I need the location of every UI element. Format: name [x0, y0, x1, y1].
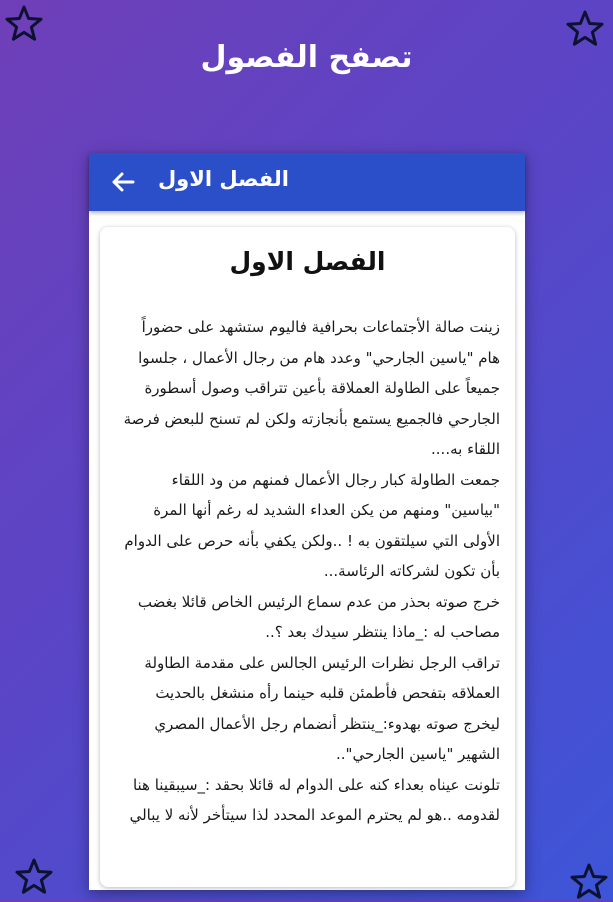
app-bar-title: الفصل الاول [157, 167, 289, 191]
arrow-left-icon [107, 166, 139, 198]
star-outline-icon [14, 857, 54, 897]
star-outline-icon [569, 862, 609, 902]
chapter-paragraph: جمعت الطاولة كبار رجال الأعمال فمنهم من ود اللقاء "بياسين" ومنهم من يكن العداء الشديد له رغم أنها المرة الأولى التي سيلتقون به ! ..ولكن يكفي بأنه حرص على الدوام بأن تكون لشركاته الرئاسة... [124, 470, 500, 580]
chapter-paragraph: خرج صوته بحذر من عدم سماع الرئيس الخاص قائلا بغضب مصاحب له :_ماذا ينتظر سيدك بعد ؟.. [137, 592, 500, 641]
chapter-paragraph: تلونت عيناه بعداء كنه على الدوام له قائلا بحقد :_سيبقينا هنا لقدومه ..هو لم يحترم الموعد المحدد لذا سيتأخر لأنه لا يبالي [129, 775, 500, 824]
back-button[interactable] [107, 166, 139, 198]
chapter-paragraph: زينت صالة الأجتماعات بحرافية فاليوم ستشهد على حضوراً هام "ياسين الجارحي" وعدد هام من رجال الأعمال ، جلسوا جميعاً على الطاولة العملاقة بأعين تتراقب وصول أسطورة الجارحي فالجميع يستمع بأنجازته ولكن لم تسنح للبعض فرصة اللقاء به.... [123, 318, 500, 458]
chapter-dialog [89, 153, 525, 890]
chapter-body [116, 312, 500, 831]
star-outline-icon [4, 4, 44, 44]
chapter-content[interactable] [100, 227, 515, 887]
chapter-heading: الفصل الاول [229, 247, 386, 276]
chapter-paragraph: تراقب الرجل نظرات الرئيس الجالس على مقدمة الطاولة العملاقه بتفحص فأطمئن قلبه حينما رأه منشغل بالحديث ليخرج صوته بهدوء:_ينتظر أنضمام رجل الأعمال المصري الشهير "ياسين الجارحي".. [144, 653, 500, 763]
app-bar [89, 153, 525, 211]
page-title: تصفح الفصول [200, 40, 413, 75]
